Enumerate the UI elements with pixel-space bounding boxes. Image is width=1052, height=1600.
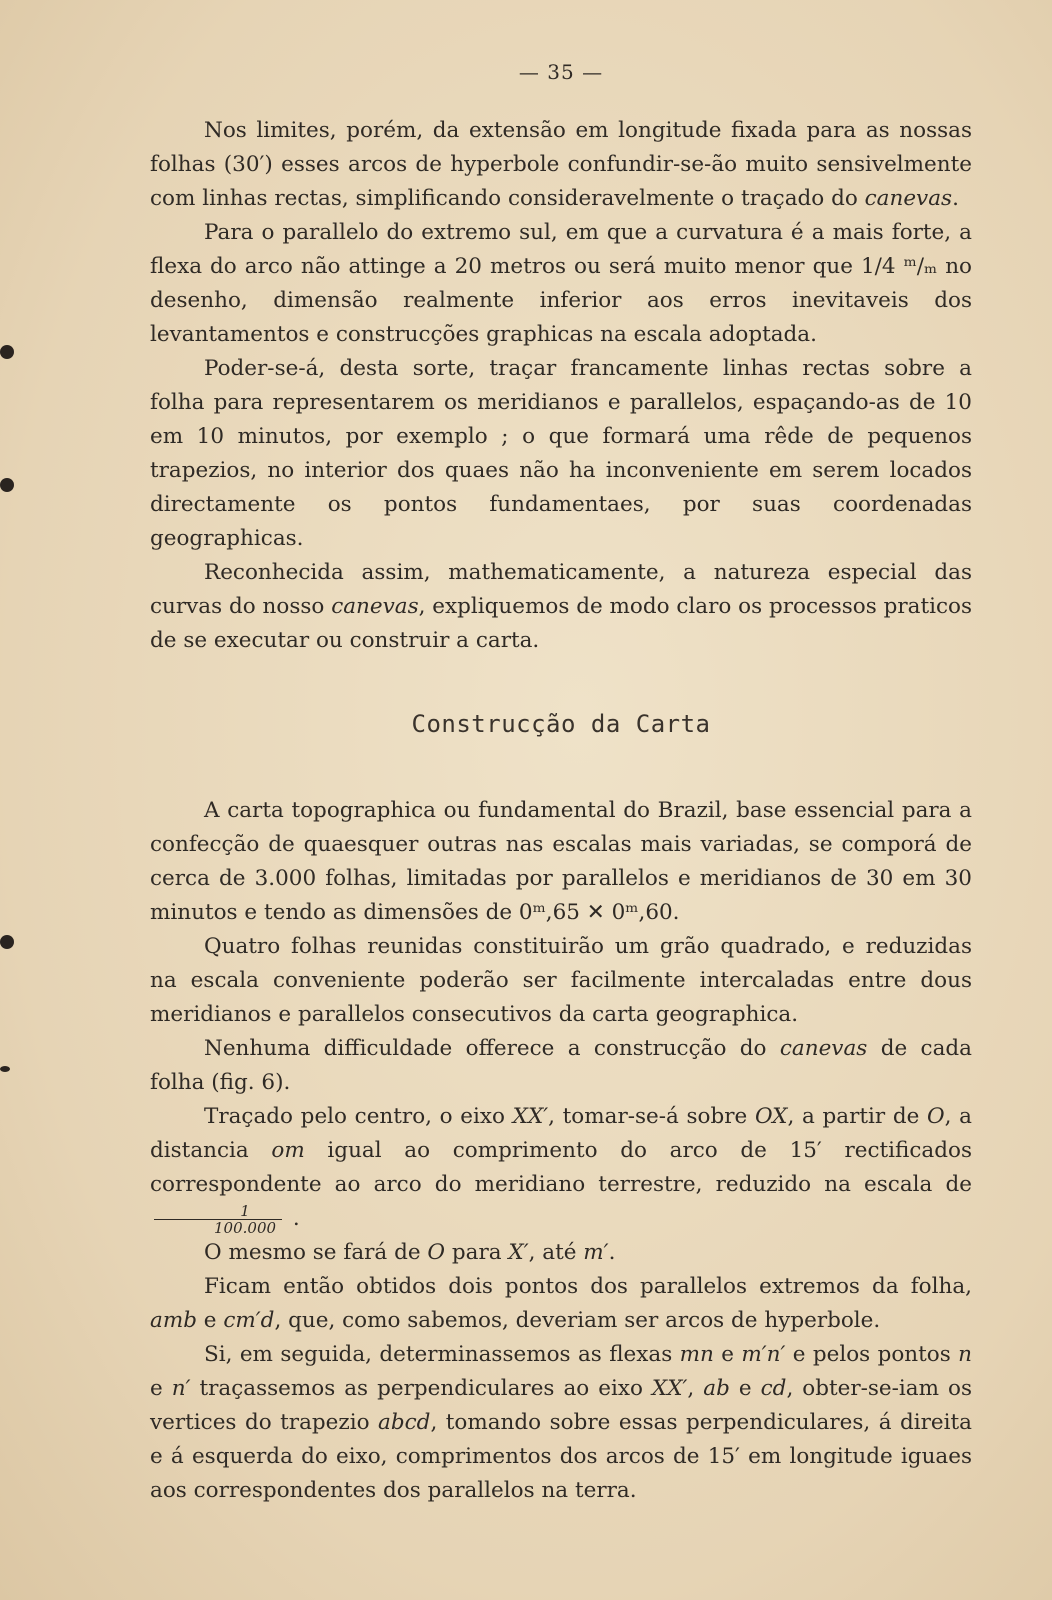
text-run: , tomando sobre essas perpendiculares, á direita e á esquerda do eixo, comprimentos dos arcos de 15′ em longitude iguaes aos correspondentes dos parallelos na terra. xyxy=(150,1410,972,1503)
paragraph xyxy=(150,794,972,930)
italic-text: O xyxy=(927,1104,945,1129)
italic-text: canevas xyxy=(779,1036,868,1061)
text-run: Nos limites, porém, da extensão em longitude fixada para as nossas folhas (30′) esses arcos de hyperbole confundir-se-ão muito sensivelmente com linhas rectas, simplificando consideravelmente o traçado do xyxy=(150,118,972,211)
italic-text: m′ xyxy=(583,1240,609,1265)
italic-text: abcd xyxy=(378,1410,431,1435)
text-run: e pelos pontos xyxy=(785,1342,959,1367)
paragraph xyxy=(150,930,972,1032)
italic-text: cm′d xyxy=(223,1308,275,1333)
text-run: e xyxy=(150,1376,172,1401)
fraction-denominator: 100.000 xyxy=(154,1219,282,1236)
italic-text: m′n′ xyxy=(741,1342,786,1367)
paragraph xyxy=(150,1032,972,1100)
italic-text: cd xyxy=(760,1376,787,1401)
document-page xyxy=(150,60,972,1508)
text-run: e xyxy=(713,1342,742,1367)
italic-text: X′ xyxy=(508,1240,529,1265)
paragraph xyxy=(150,352,972,556)
paragraph xyxy=(150,216,972,352)
text-run: , a partir de xyxy=(787,1104,928,1129)
text-run: , a distancia xyxy=(150,1104,972,1163)
paragraph xyxy=(150,114,972,216)
italic-text: amb xyxy=(150,1308,197,1333)
page-number: — 35 — xyxy=(518,60,604,84)
intro-section xyxy=(150,114,972,658)
text-run: de cada folha (fig. 6). xyxy=(150,1036,972,1095)
section-heading: Construcção da Carta xyxy=(411,710,711,738)
text-run: . xyxy=(608,1240,616,1265)
margin-mark xyxy=(0,935,14,949)
text-run: Ficam então obtidos dois pontos dos parallelos extremos da folha, xyxy=(204,1274,972,1299)
text-run: Traçado pelo centro, o eixo xyxy=(204,1104,513,1129)
fraction-numerator: 1 xyxy=(240,1201,250,1220)
margin-mark xyxy=(0,478,14,492)
paragraph xyxy=(150,1236,972,1270)
text-run: Nenhuma difficuldade offerece a construcção do xyxy=(204,1036,780,1061)
paragraph xyxy=(150,1270,972,1338)
italic-text: OX xyxy=(754,1104,788,1129)
text-run: e xyxy=(196,1308,224,1333)
text-run: Si, em seguida, determinassemos as flexas xyxy=(204,1342,680,1367)
italic-text: n xyxy=(958,1342,972,1367)
text-run: Poder-se-á, desta sorte, traçar francamente linhas rectas sobre a folha para representarem os meridianos e parallelos, espaçando-as de 10 em 10 minutos, por exemplo ; o que formará uma rêde de pequenos trapezios, no interior dos quaes não ha inconveniente em serem locados directamente os pontos fundamentaes, por suas coordenadas geographicas. xyxy=(150,356,972,551)
text-run: traçassemos as perpendiculares ao eixo xyxy=(190,1376,652,1401)
italic-text: ab xyxy=(703,1376,730,1401)
text-run: Quatro folhas reunidas constituirão um grão quadrado, e reduzidas na escala conveniente poderão ser facilmente intercaladas entre dous meridianos e parallelos consecutivos da carta geographica. xyxy=(150,934,972,1027)
italic-text: n′ xyxy=(171,1376,191,1401)
text-run: O mesmo se fará de xyxy=(204,1240,428,1265)
italic-text: om xyxy=(271,1138,305,1163)
italic-text: XX′ xyxy=(512,1104,549,1129)
text-run: . xyxy=(286,1206,300,1231)
construction-section xyxy=(150,794,972,1100)
text-run: Para o parallelo do extremo sul, em que a curvatura é a mais forte, a flexa do arco não attinge a 20 metros ou será muito menor que 1/4 ᵐ/ₘ no desenho, dimensão realmente inferior aos erros inevitaveis dos levantamentos e construcções graphicas na escala adoptada. xyxy=(150,220,972,347)
italic-text: mn xyxy=(679,1342,714,1367)
text-run: , que, como sabemos, deveriam ser arcos de hyperbole. xyxy=(274,1308,881,1333)
text-run: , xyxy=(687,1376,704,1401)
italic-text: XX′ xyxy=(651,1376,688,1401)
italic-text: canevas xyxy=(331,594,419,619)
construction-section-continued xyxy=(150,1236,972,1508)
paragraph xyxy=(150,556,972,658)
text-run: igual ao comprimento do arco de 15′ rectificados correspondente ao arco do meridiano terrestre, reduzido na escala de xyxy=(150,1138,972,1197)
text-run: . xyxy=(952,186,959,211)
text-run: , tomar-se-á sobre xyxy=(548,1104,755,1129)
scale-fraction xyxy=(154,1203,282,1236)
margin-mark xyxy=(0,345,14,359)
text-run: e xyxy=(729,1376,761,1401)
margin-mark xyxy=(0,1066,10,1072)
text-run: , obter-se-iam os vertices do trapezio xyxy=(150,1376,972,1435)
paragraph xyxy=(150,1100,972,1236)
italic-text: O xyxy=(427,1240,446,1265)
text-run: , expliquemos de modo claro os processos praticos de se executar ou construir a carta. xyxy=(150,594,973,653)
text-run: , até xyxy=(528,1240,584,1265)
text-run: para xyxy=(445,1240,509,1265)
text-run: A carta topographica ou fundamental do Brazil, base essencial para a confecção de quaesquer outras nas escalas mais variadas, se comporá de cerca de 3.000 folhas, limitadas por parallelos e meridianos de 30 em 30 minutos e tendo as dimensões de 0ᵐ,65 ✕ 0ᵐ,60. xyxy=(150,798,972,925)
paragraph xyxy=(150,1338,972,1508)
italic-text: canevas xyxy=(864,186,953,211)
text-run: Reconhecida assim, mathematicamente, a natureza especial das curvas do nosso xyxy=(150,560,972,619)
